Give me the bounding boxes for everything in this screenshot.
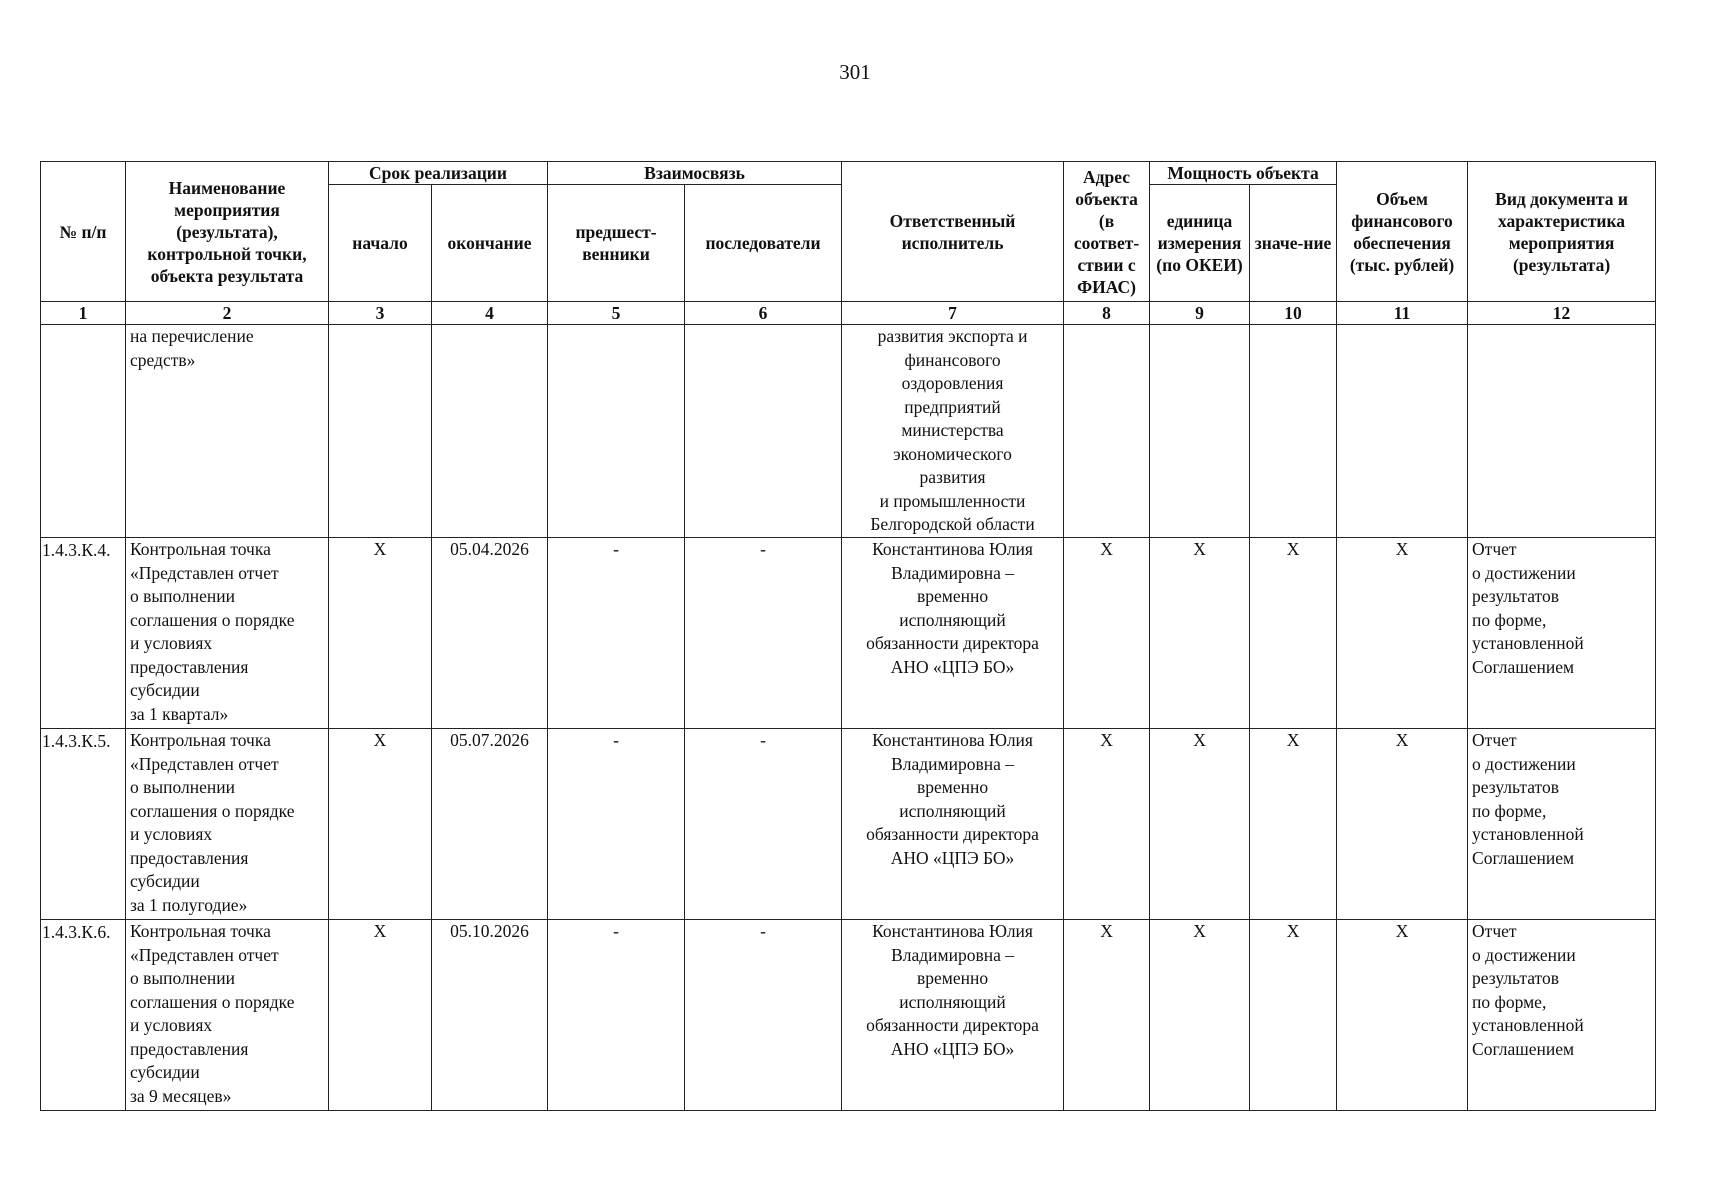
cell-num: 1.4.3.К.6.	[41, 920, 126, 1111]
cell-financing	[1337, 325, 1468, 538]
cell-predecessors: -	[548, 920, 685, 1111]
cell-num: 1.4.3.К.5.	[41, 729, 126, 920]
cell-doc	[1468, 325, 1656, 538]
cell-responsible: Константинова Юлия Владимировна – временно исполняющий обязанности директора АНО «ЦПЭ БО»	[842, 920, 1064, 1111]
cell-unit: X	[1150, 729, 1250, 920]
header-doc-type: Вид документа и характеристика мероприятия (результата)	[1468, 162, 1656, 302]
column-number: 11	[1337, 302, 1468, 325]
cell-address: X	[1064, 538, 1150, 729]
header-term: Срок реализации	[329, 162, 548, 185]
cell-value: X	[1250, 920, 1337, 1111]
header-unit: единица измерения (по ОКЕИ)	[1150, 185, 1250, 302]
continuation-row	[41, 325, 1656, 538]
column-number: 1	[41, 302, 126, 325]
column-number-row	[41, 302, 1656, 325]
cell-financing: X	[1337, 920, 1468, 1111]
cell-start: X	[329, 538, 432, 729]
cell-end: 05.07.2026	[432, 729, 548, 920]
cell-successors	[685, 325, 842, 538]
column-number: 3	[329, 302, 432, 325]
table-row	[41, 729, 1656, 920]
header-value: значе-ние	[1250, 185, 1337, 302]
header-financing: Объем финансового обеспечения (тыс. рублей)	[1337, 162, 1468, 302]
table-row	[41, 920, 1656, 1111]
header-term-end: окончание	[432, 185, 548, 302]
cell-responsible: развития экспорта и финансового оздоровления предприятий министерства экономического развития и промышленности Белгородской области	[842, 325, 1064, 538]
cell-address: X	[1064, 920, 1150, 1111]
cell-address	[1064, 325, 1150, 538]
cell-end: 05.10.2026	[432, 920, 548, 1111]
cell-unit: X	[1150, 538, 1250, 729]
cell-name: Контрольная точка «Представлен отчет о выполнении соглашения о порядке и условиях предоставления субсидии за 1 полугодие»	[126, 729, 329, 920]
column-number: 8	[1064, 302, 1150, 325]
table-header	[41, 162, 1656, 325]
cell-successors: -	[685, 538, 842, 729]
cell-value	[1250, 325, 1337, 538]
cell-successors: -	[685, 920, 842, 1111]
cell-responsible: Константинова Юлия Владимировна – временно исполняющий обязанности директора АНО «ЦПЭ БО»	[842, 729, 1064, 920]
cell-doc: Отчет о достижении результатов по форме, установленной Соглашением	[1468, 920, 1656, 1111]
cell-start: X	[329, 729, 432, 920]
cell-predecessors: -	[548, 538, 685, 729]
cell-financing: X	[1337, 729, 1468, 920]
cell-responsible: Константинова Юлия Владимировна – временно исполняющий обязанности директора АНО «ЦПЭ БО»	[842, 538, 1064, 729]
header-capacity: Мощность объекта	[1150, 162, 1337, 185]
header-num: № п/п	[41, 162, 126, 302]
page-number: 301	[839, 60, 871, 84]
header-name: Наименование мероприятия (результата), контрольной точки, объекта результата	[126, 162, 329, 302]
header-responsible: Ответственный исполнитель	[842, 162, 1064, 302]
cell-successors: -	[685, 729, 842, 920]
cell-start	[329, 325, 432, 538]
cell-num: 1.4.3.К.4.	[41, 538, 126, 729]
cell-doc: Отчет о достижении результатов по форме, установленной Соглашением	[1468, 729, 1656, 920]
column-number: 10	[1250, 302, 1337, 325]
cell-address: X	[1064, 729, 1150, 920]
activity-plan-table	[40, 161, 1656, 1111]
cell-unit: X	[1150, 920, 1250, 1111]
cell-financing: X	[1337, 538, 1468, 729]
cell-name: Контрольная точка «Представлен отчет о выполнении соглашения о порядке и условиях предоставления субсидии за 1 квартал»	[126, 538, 329, 729]
column-number: 12	[1468, 302, 1656, 325]
column-number: 7	[842, 302, 1064, 325]
cell-start: X	[329, 920, 432, 1111]
header-predecessors: предшест-венники	[548, 185, 685, 302]
column-number: 9	[1150, 302, 1250, 325]
column-number: 4	[432, 302, 548, 325]
column-number: 6	[685, 302, 842, 325]
cell-num	[41, 325, 126, 538]
column-number: 2	[126, 302, 329, 325]
table-body	[41, 325, 1656, 1111]
header-successors: последователи	[685, 185, 842, 302]
table-row	[41, 538, 1656, 729]
cell-unit	[1150, 325, 1250, 538]
cell-end	[432, 325, 548, 538]
cell-name: на перечисление средств»	[126, 325, 329, 538]
header-address: Адрес объекта (в соответ-ствии с ФИАС)	[1064, 162, 1150, 302]
column-number: 5	[548, 302, 685, 325]
cell-name: Контрольная точка «Представлен отчет о выполнении соглашения о порядке и условиях предоставления субсидии за 9 месяцев»	[126, 920, 329, 1111]
cell-value: X	[1250, 538, 1337, 729]
cell-value: X	[1250, 729, 1337, 920]
cell-predecessors	[548, 325, 685, 538]
header-term-start: начало	[329, 185, 432, 302]
cell-predecessors: -	[548, 729, 685, 920]
cell-doc: Отчет о достижении результатов по форме, установленной Соглашением	[1468, 538, 1656, 729]
cell-end: 05.04.2026	[432, 538, 548, 729]
header-relation: Взаимосвязь	[548, 162, 842, 185]
